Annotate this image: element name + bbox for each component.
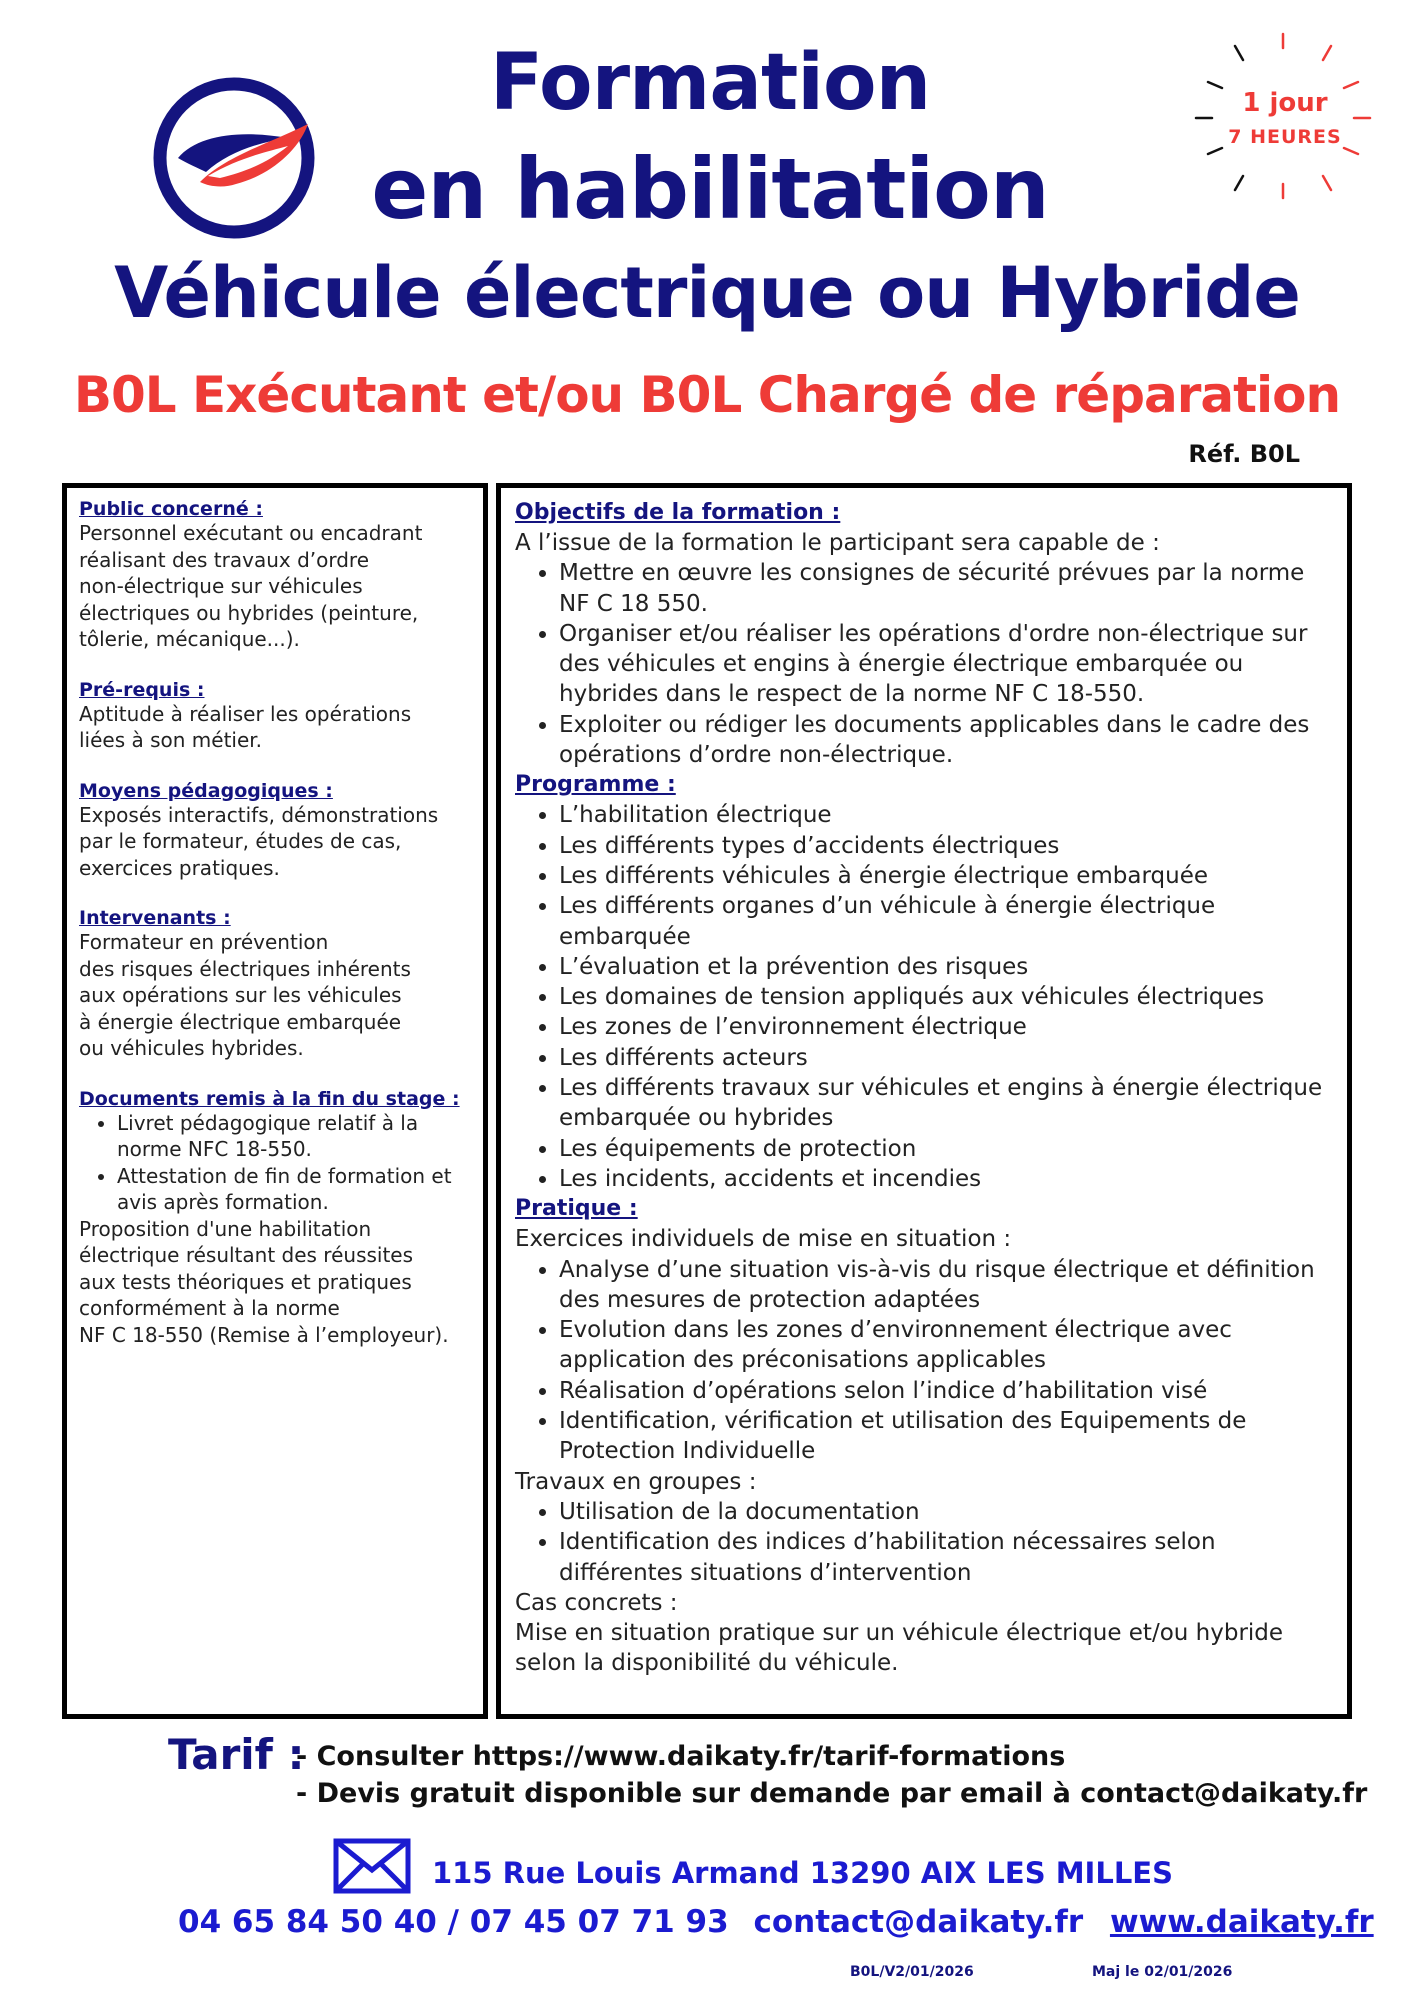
duration-badge: 1 jour (1242, 88, 1328, 118)
text-line: Formateur en prévention (79, 930, 329, 954)
list-item: • Les différents acteurs (559, 1043, 1333, 1073)
list-item: • Evolution dans les zones d’environnement électrique avec application des préconisations applicables (559, 1315, 1333, 1376)
section-moyens (79, 780, 471, 882)
company-logo (148, 72, 320, 244)
heading-moyens: Moyens pédagogiques : (79, 779, 333, 802)
groupes-intro: Travaux en groupes : (515, 1468, 757, 1495)
subtitle-b0l: B0L Exécutant et/ou B0L Chargé de réparation (73, 366, 1341, 424)
text-line: ou véhicules hybrides. (79, 1036, 304, 1060)
text-line: NF C 18-550 (Remise à l’employeur). (79, 1322, 449, 1347)
title-formation: Formation (489, 38, 931, 128)
list-item: • Livret pédagogique relatif à la norme NFC 18-550. (117, 1110, 471, 1163)
list-item: • Réalisation d’opérations selon l’indice d’habilitation visé (559, 1376, 1333, 1406)
text-line: électrique résultant des réussites (79, 1243, 414, 1267)
reference-code: Réf. B0L (1188, 440, 1300, 468)
list-item: • Organiser et/ou réaliser les opérations d'ordre non-électrique sur des véhicules et engins à énergie électrique embarquée ou hybrides dans le respect de la norme NF C 18-550. (559, 619, 1333, 710)
info-panel (62, 483, 488, 1719)
list-item: • Mettre en œuvre les consignes de sécurité prévues par la norme NF C 18 550. (559, 558, 1333, 619)
list-item: • Exploiter ou rédiger les documents applicables dans le cadre des opérations d’ordre non-électrique. (559, 710, 1333, 771)
tarif-line: - Consulter https://www.daikaty.fr/tarif-formations (296, 1741, 1066, 1772)
text-line: Proposition d'une habilitation (79, 1216, 372, 1241)
postal-address: 115 Rue Louis Armand 13290 AIX LES MILLES (432, 1856, 1174, 1890)
list-item: • Les différents types d’accidents électriques (559, 831, 1333, 861)
text-line: aux tests théoriques et pratiques (79, 1269, 412, 1294)
tarif-line: - Devis gratuit disponible sur demande par email à contact@daikaty.fr (296, 1778, 1368, 1809)
text-line: Aptitude à réaliser les opérations (79, 701, 412, 726)
list-item: • Identification, vérification et utilisation des Equipements de Protection Individuelle (559, 1406, 1333, 1467)
text-line: non-électrique sur véhicules (79, 574, 363, 598)
list-item: • Les incidents, accidents et incendies (559, 1164, 1333, 1194)
tarif-details (296, 1738, 1367, 1812)
text-line: à énergie électrique embarquée (79, 1009, 402, 1034)
pratique-list-groups (515, 1497, 1333, 1588)
list-item: • Utilisation de la documentation (559, 1497, 1333, 1527)
list-item: • Attestation de fin de formation et avis après formation. (117, 1163, 471, 1216)
section-documents (79, 1088, 471, 1349)
pratique-intro: Exercices individuels de mise en situation : (515, 1226, 1012, 1253)
heading-intervenants: Intervenants : (79, 907, 231, 929)
text-line: Exposés interactifs, démonstrations (79, 802, 439, 827)
list-item: • L’habilitation électrique (559, 800, 1333, 830)
list-item: • Les équipements de protection (559, 1134, 1333, 1164)
envelope-icon (333, 1838, 411, 1894)
tarif-label: Tarif : (168, 1730, 305, 1779)
text-line: liées à son métier. (79, 728, 263, 752)
objectifs-list (515, 558, 1333, 770)
text-line: conformément à la norme (79, 1296, 340, 1320)
title-habilitation: en habilitation (371, 140, 1049, 238)
program-panel (496, 483, 1352, 1719)
list-item: • Identification des indices d’habilitation nécessaires selon différentes situations d’intervention (559, 1527, 1333, 1588)
heading-documents: Documents remis à la fin du stage : (79, 1087, 460, 1110)
cas-concrets-line: Mise en situation pratique sur un véhicule électrique et/ou hybride (515, 1620, 1284, 1647)
pratique-list-individual (515, 1255, 1333, 1467)
list-item: • Les différents travaux sur véhicules et engins à énergie électrique embarquée ou hybrides (559, 1073, 1333, 1134)
heading-prerequis: Pré-requis : (79, 678, 205, 701)
text-line: réalisant des travaux d’ordre (79, 547, 370, 572)
text-line: exercices pratiques. (79, 855, 280, 880)
list-item: • Les zones de l’environnement électrique (559, 1012, 1333, 1042)
heading-pratique: Pratique : (515, 1196, 638, 1222)
section-public (79, 498, 471, 653)
contact-line (178, 1904, 1374, 1940)
website-link[interactable]: www.daikaty.fr (1109, 1904, 1374, 1940)
text-line: électriques ou hybrides (peinture, (79, 600, 419, 625)
heading-programme: Programme : (515, 772, 676, 798)
text-line: tôlerie, mécanique...). (79, 627, 300, 651)
heading-objectifs: Objectifs de la formation : (515, 500, 841, 525)
list-item: • L’évaluation et la prévention des risques (559, 952, 1333, 982)
phone-numbers[interactable]: 04 65 84 50 40 / 07 45 07 71 93 (178, 1904, 729, 1940)
text-line: des risques électriques inhérents (79, 956, 411, 981)
text-line: Personnel exécutant ou encadrant (79, 521, 423, 545)
update-date: Maj le 02/01/2026 (1092, 1964, 1233, 1980)
list-item: • Les différents véhicules à énergie électrique embarquée (559, 861, 1333, 891)
document-version: B0L/V2/01/2026 (850, 1964, 974, 1980)
list-item: • Les domaines de tension appliqués aux véhicules électriques (559, 982, 1333, 1012)
section-intervenants (79, 907, 471, 1062)
heading-public: Public concerné : (79, 498, 263, 520)
objectifs-intro: A l’issue de la formation le participant sera capable de : (515, 530, 1160, 556)
cas-concrets-line: selon la disponibilité du véhicule. (515, 1650, 899, 1677)
text-line: aux opérations sur les véhicules (79, 983, 402, 1007)
section-prerequis (79, 679, 471, 754)
list-item: • Les différents organes d’un véhicule à énergie électrique embarquée (559, 891, 1333, 952)
list-item: • Analyse d’une situation vis-à-vis du risque électrique et définition des mesures de protection adaptées (559, 1255, 1333, 1316)
cas-concrets-intro: Cas concrets : (515, 1589, 678, 1616)
title-vehicule: Véhicule électrique ou Hybride (114, 252, 1300, 334)
programme-list (515, 800, 1333, 1194)
documents-list (79, 1110, 471, 1216)
email-link[interactable]: contact@daikaty.fr (753, 1904, 1084, 1940)
hours-badge: 7 HEURES (1228, 126, 1342, 148)
text-line: par le formateur, études de cas, (79, 829, 402, 853)
